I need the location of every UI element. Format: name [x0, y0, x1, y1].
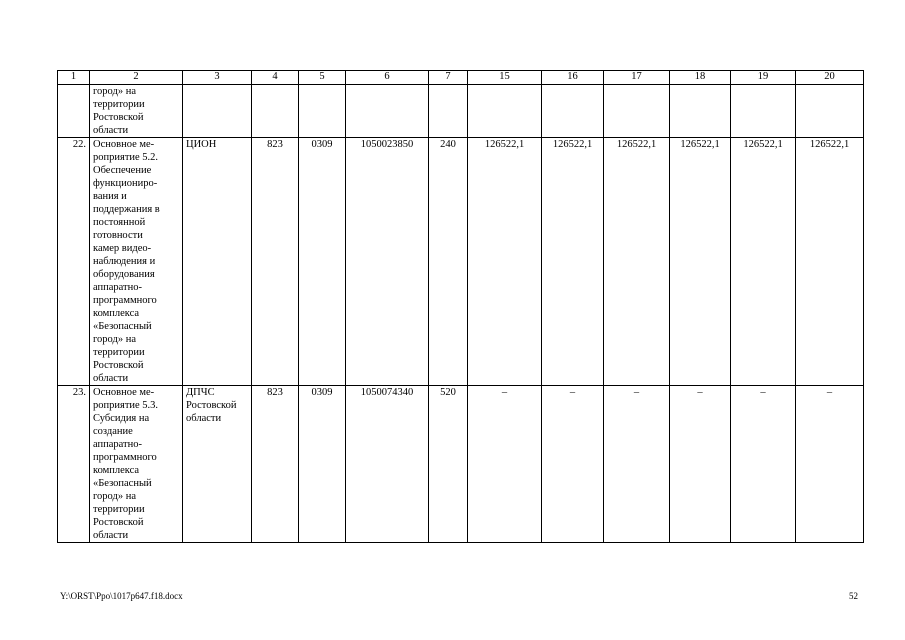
vr-cell: 520 — [429, 386, 468, 543]
table-row — [58, 386, 864, 543]
executor-cell: ЦИОН — [183, 138, 252, 386]
executor-cell — [183, 85, 252, 138]
footer-file-path: Y:\ORST\Ppo\1017p647.f18.docx — [60, 591, 183, 601]
column-header: 19 — [731, 71, 796, 85]
column-header: 16 — [542, 71, 604, 85]
column-header: 15 — [468, 71, 542, 85]
table-row-continuation — [58, 85, 864, 138]
column-header: 4 — [252, 71, 299, 85]
row-number-cell — [58, 85, 90, 138]
rzpr-cell — [299, 85, 346, 138]
value-cell: 126522,1 — [796, 138, 864, 386]
column-header: 2 — [90, 71, 183, 85]
value-cell: – — [670, 386, 731, 543]
vr-cell: 240 — [429, 138, 468, 386]
grbs-cell: 823 — [252, 138, 299, 386]
value-cell: – — [604, 386, 670, 543]
executor-cell: ДПЧС Ростовской области — [183, 386, 252, 543]
value-cell: – — [796, 386, 864, 543]
column-header: 7 — [429, 71, 468, 85]
value-cell — [468, 85, 542, 138]
column-header: 20 — [796, 71, 864, 85]
column-header: 5 — [299, 71, 346, 85]
value-cell: – — [468, 386, 542, 543]
measure-name-cell: Основное ме- роприятие 5.3. Субсидия на создание аппаратно- программного комплекса «Безопасный город» на территории Ростовской области — [90, 386, 183, 543]
row-number-cell: 22. — [58, 138, 90, 386]
value-cell — [542, 85, 604, 138]
value-cell: – — [542, 386, 604, 543]
value-cell: 126522,1 — [542, 138, 604, 386]
value-cell — [670, 85, 731, 138]
rzpr-cell: 0309 — [299, 138, 346, 386]
measure-name-cell: город» на территории Ростовской области — [90, 85, 183, 138]
table-row — [58, 138, 864, 386]
value-cell: 126522,1 — [731, 138, 796, 386]
value-cell — [796, 85, 864, 138]
value-cell — [604, 85, 670, 138]
value-cell: 126522,1 — [604, 138, 670, 386]
column-header: 6 — [346, 71, 429, 85]
column-header: 1 — [58, 71, 90, 85]
header-row — [58, 71, 864, 85]
grbs-cell — [252, 85, 299, 138]
row-number-cell: 23. — [58, 386, 90, 543]
value-cell — [731, 85, 796, 138]
vr-cell — [429, 85, 468, 138]
footer-page-number: 52 — [849, 591, 858, 601]
column-header: 17 — [604, 71, 670, 85]
csr-cell: 1050074340 — [346, 386, 429, 543]
value-cell: 126522,1 — [670, 138, 731, 386]
value-cell: 126522,1 — [468, 138, 542, 386]
grbs-cell: 823 — [252, 386, 299, 543]
csr-cell: 1050023850 — [346, 138, 429, 386]
column-header: 3 — [183, 71, 252, 85]
column-header: 18 — [670, 71, 731, 85]
value-cell: – — [731, 386, 796, 543]
budget-table — [57, 70, 864, 543]
measure-name-cell: Основное ме- роприятие 5.2. Обеспечение функциониро- вания и поддержания в постоянной готовности камер видео- наблюдения и оборудования аппаратно- программного комплекса «Безопасный город» на территории Ростовской области — [90, 138, 183, 386]
csr-cell — [346, 85, 429, 138]
rzpr-cell: 0309 — [299, 386, 346, 543]
